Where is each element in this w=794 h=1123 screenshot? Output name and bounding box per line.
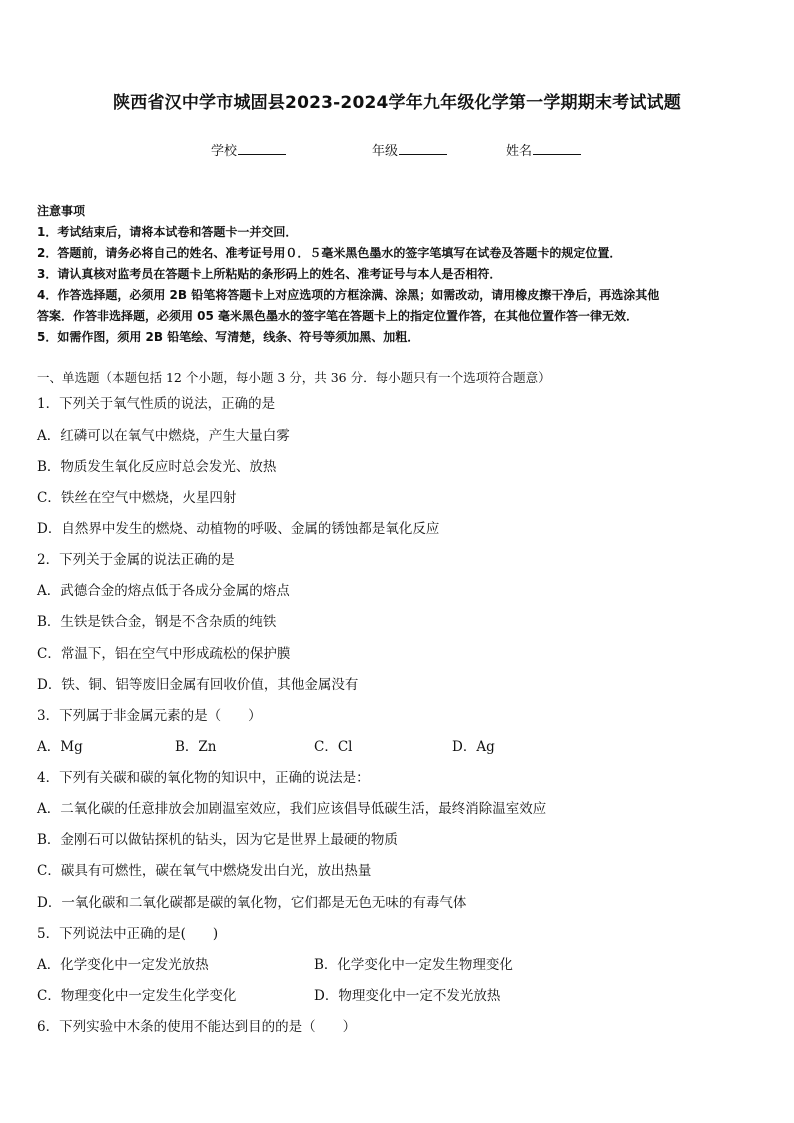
q5-option-b[interactable]: B．化学变化中一定发生物理变化 — [314, 957, 513, 973]
q3-option-d[interactable]: D．Ag — [452, 739, 495, 755]
q3-option-b[interactable]: B．Zn — [175, 739, 217, 755]
grade-blank[interactable] — [399, 142, 447, 155]
q1-option-d[interactable]: D．自然界中发生的燃烧、动植物的呼吸、金属的锈蚀都是氧化反应 — [37, 521, 440, 537]
notice-item: 2．答题前，请务必将自己的姓名、准考证号用０．５毫米黑色墨水的签字笔填写在试卷及答题卡的规定位置． — [37, 246, 622, 260]
question-4-stem: 4．下列有关碳和碳的氧化物的知识中，正确的说法是： — [37, 770, 370, 786]
q5-option-d[interactable]: D．物理变化中一定不发光放热 — [314, 988, 501, 1004]
q2-option-a[interactable]: A．武德合金的熔点低于各成分金属的熔点 — [37, 583, 290, 599]
student-info-row — [0, 140, 794, 160]
q3-option-a[interactable]: A．Mg — [37, 739, 83, 755]
notice-item: 4．作答选择题，必须用 2B 铅笔将答题卡上对应选项的方框涂满、涂黑；如需改动，请用橡皮擦干净后，再选涂其他 — [37, 288, 660, 302]
notice-heading: 注意事项 — [37, 204, 86, 218]
question-3-stem: 3．下列属于非金属元素的是（ ） — [37, 708, 262, 724]
q1-option-a[interactable]: A．红磷可以在氧气中燃烧，产生大量白雾 — [37, 428, 290, 444]
grade-field[interactable] — [372, 140, 447, 159]
notice-item: 答案．作答非选择题，必须用 05 毫米黑色墨水的签字笔在答题卡上的指定位置作答，在其他位置作答一律无效． — [37, 309, 639, 323]
name-field[interactable] — [506, 140, 581, 159]
question-2-stem: 2．下列关于金属的说法正确的是 — [37, 552, 235, 568]
q2-option-d[interactable]: D．铁、铜、铝等废旧金属有回收价值，其他金属没有 — [37, 677, 359, 693]
q4-option-d[interactable]: D．一氧化碳和二氧化碳都是碳的氧化物，它们都是无色无味的有毒气体 — [37, 895, 467, 911]
exam-title: 陕西省汉中学市城固县2023-2024学年九年级化学第一学期期末考试试题 — [113, 93, 681, 113]
q1-option-b[interactable]: B．物质发生氧化反应时总会发光、放热 — [37, 459, 277, 475]
notice-item: 3．请认真核对监考员在答题卡上所粘贴的条形码上的姓名、准考证号与本人是否相符． — [37, 267, 502, 281]
q2-option-b[interactable]: B．生铁是铁合金，钢是不含杂质的纯铁 — [37, 614, 277, 630]
grade-label: 年级 — [372, 144, 399, 159]
section-heading: 一、单选题（本题包括 12 个小题，每小题 3 分，共 36 分．每小题只有一个选项符合题意） — [37, 370, 551, 385]
question-5-stem: 5．下列说法中正确的是( ) — [37, 926, 219, 942]
q3-option-c[interactable]: C．Cl — [314, 739, 353, 755]
q5-option-c[interactable]: C．物理变化中一定发生化学变化 — [37, 988, 237, 1004]
school-label: 学校 — [211, 144, 238, 159]
name-label: 姓名 — [506, 144, 533, 159]
question-6-stem: 6．下列实验中木条的使用不能达到目的的是（ ） — [37, 1019, 357, 1035]
notice-item: 5．如需作图，须用 2B 铅笔绘、写清楚，线条、符号等须加黑、加粗． — [37, 330, 420, 344]
school-field[interactable] — [211, 140, 286, 159]
q4-option-b[interactable]: B．金刚石可以做钻探机的钻头，因为它是世界上最硬的物质 — [37, 832, 398, 848]
q4-option-a[interactable]: A．二氧化碳的任意排放会加剧温室效应，我们应该倡导低碳生活，最终消除温室效应 — [37, 801, 547, 817]
name-blank[interactable] — [533, 142, 581, 155]
q2-option-c[interactable]: C．常温下，铝在空气中形成疏松的保护膜 — [37, 646, 291, 662]
q4-option-c[interactable]: C．碳具有可燃性，碳在氧气中燃烧发出白光，放出热量 — [37, 863, 372, 879]
school-blank[interactable] — [238, 142, 286, 155]
notice-item: 1．考试结束后，请将本试卷和答题卡一并交回． — [37, 225, 298, 239]
q1-option-c[interactable]: C．铁丝在空气中燃烧，火星四射 — [37, 490, 237, 506]
q5-option-a[interactable]: A．化学变化中一定发光放热 — [37, 957, 209, 973]
question-1-stem: 1．下列关于氧气性质的说法，正确的是 — [37, 396, 276, 412]
